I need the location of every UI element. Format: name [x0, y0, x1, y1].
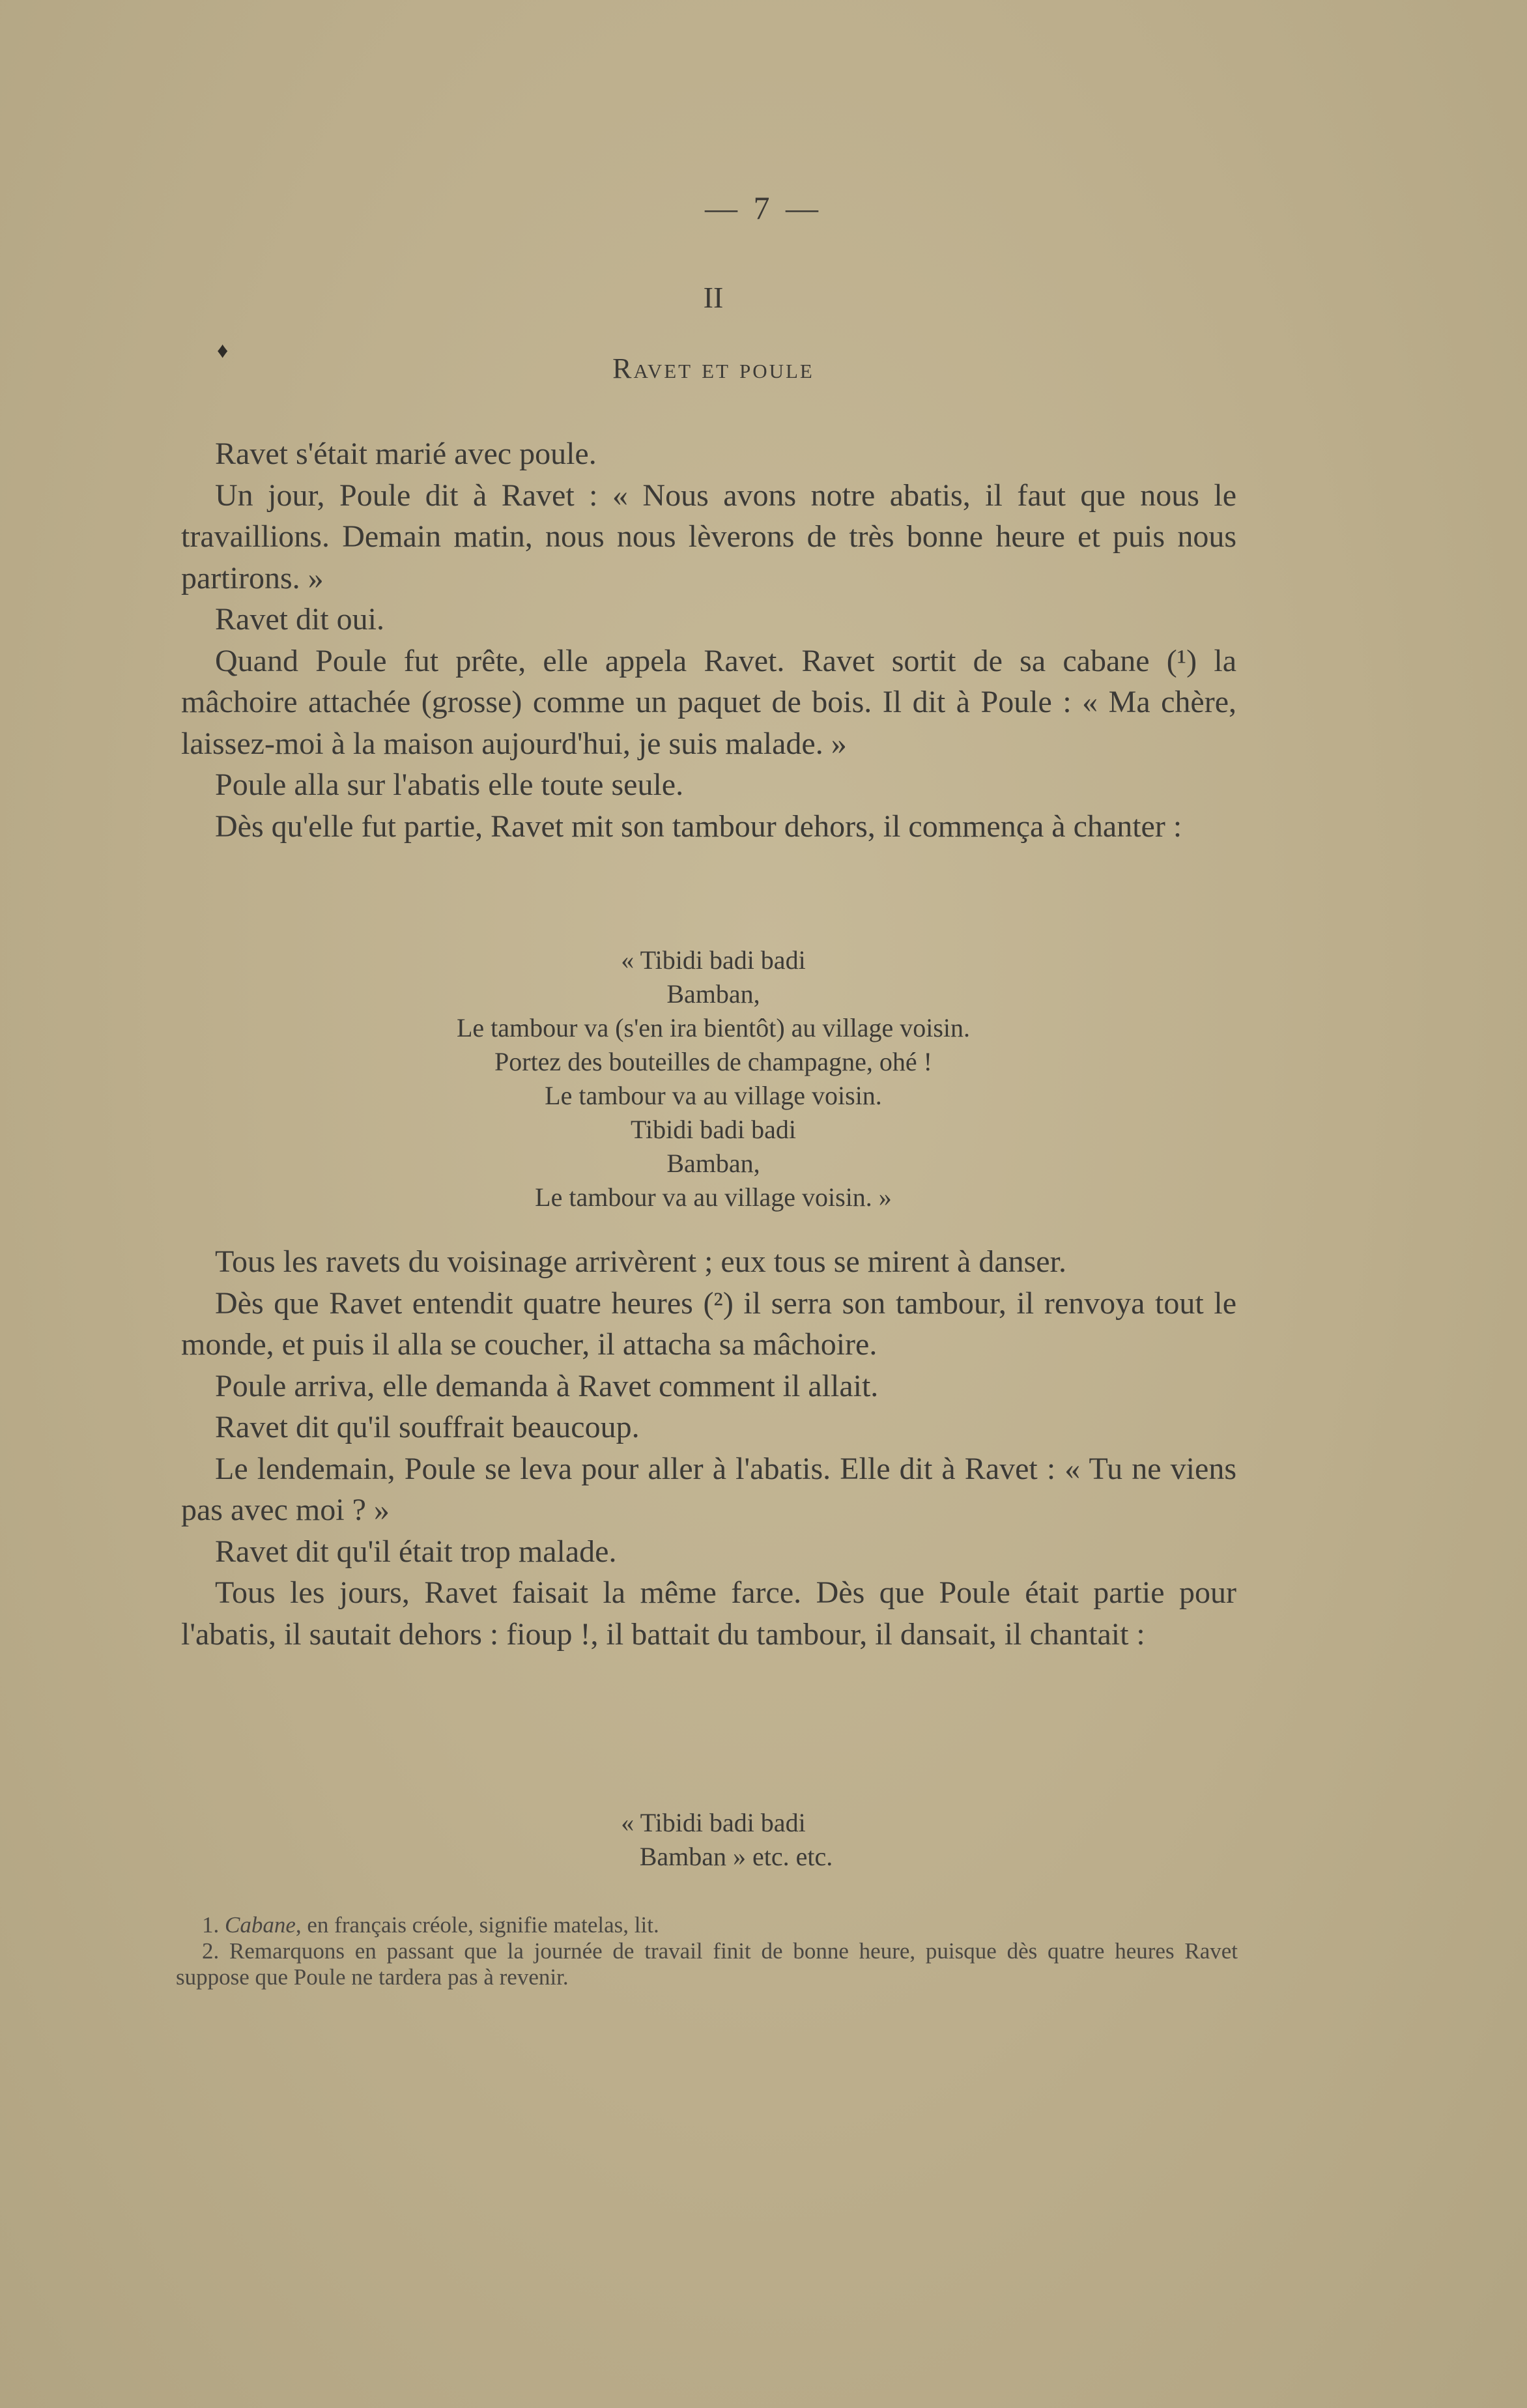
paragraph: Ravet s'était marié avec poule.	[215, 437, 597, 471]
footnote-term: Cabane	[225, 1912, 296, 1938]
verse-line: Le tambour va au village voisin. »	[535, 1182, 892, 1212]
paragraph: Dès qu'elle fut partie, Ravet mit son tambour dehors, il commença à chanter :	[215, 809, 1182, 844]
footnotes	[176, 1912, 1238, 1990]
paragraph: Le lendemain, Poule se leva pour aller à l'abatis. Elle dit à Ravet : « Tu ne viens pas avec moi ? »	[181, 1451, 1236, 1527]
song-verse-2	[0, 1806, 1427, 1874]
footnote-1: 1. Cabane, en français créole, signifie matelas, lit.	[202, 1912, 659, 1938]
paragraph: Poule alla sur l'abatis elle toute seule.	[215, 767, 684, 802]
chapter-title: Ravet et poule	[612, 352, 814, 384]
verse-line: « Tibidi badi badi	[621, 1808, 806, 1837]
verse-line: Le tambour va au village voisin.	[545, 1081, 882, 1110]
verse-line: Portez des bouteilles de champagne, ohé !	[494, 1047, 932, 1076]
song-verse-1	[0, 943, 1427, 1214]
paragraph: Ravet dit oui.	[215, 602, 384, 637]
paragraph: Dès que Ravet entendit quatre heures (²) il serra son tambour, il renvoya tout le monde, et puis il alla se coucher, il attacha sa mâchoire.	[181, 1285, 1236, 1362]
verse-line: Bamban,	[666, 979, 760, 1009]
verse-line: Tibidi badi badi	[630, 1115, 797, 1144]
paragraph: Ravet dit qu'il était trop malade.	[215, 1534, 617, 1569]
paragraph: Ravet dit qu'il souffrait beaucoup.	[215, 1410, 640, 1444]
verse-line: « Tibidi badi badi	[621, 945, 806, 975]
paragraph: Un jour, Poule dit à Ravet : « Nous avons notre abatis, il faut que nous le travaillions. Demain matin, nous nous lèverons de très bonne heure et puis nous partirons. »	[181, 478, 1236, 595]
paragraph: Quand Poule fut prête, elle appela Ravet. Ravet sortit de sa cabane (¹) la mâchoire attachée (grosse) comme un paquet de bois. Il dit à Poule : « Ma chère, laissez-moi à la maison aujourd'hui, je suis malade. »	[181, 643, 1236, 761]
verse-line: Le tambour va (s'en ira bientôt) au village voisin.	[456, 1013, 971, 1042]
verse-line: Bamban » etc. etc.	[639, 1842, 833, 1871]
page-number: — 7 —	[705, 190, 822, 226]
paragraph: Poule arriva, elle demanda à Ravet comment il allait.	[215, 1368, 879, 1403]
chapter-number: II	[703, 281, 724, 314]
ink-mark: ♦	[217, 339, 229, 363]
verse-line: Bamban,	[666, 1149, 760, 1178]
story-part-1	[181, 433, 1236, 847]
story-part-2	[181, 1241, 1236, 1655]
footnote-2: 2. Remarquons en passant que la journée de travail finit de bonne heure, puisque dès quatre heures Ravet suppose que Poule ne tardera pas à revenir.	[176, 1938, 1238, 1990]
paragraph: Tous les ravets du voisinage arrivèrent ; eux tous se mirent à danser.	[215, 1244, 1066, 1279]
paragraph: Tous les jours, Ravet faisait la même farce. Dès que Poule était partie pour l'abatis, il sautait dehors : fioup !, il battait du tambour, il dansait, il chantait :	[181, 1575, 1236, 1652]
